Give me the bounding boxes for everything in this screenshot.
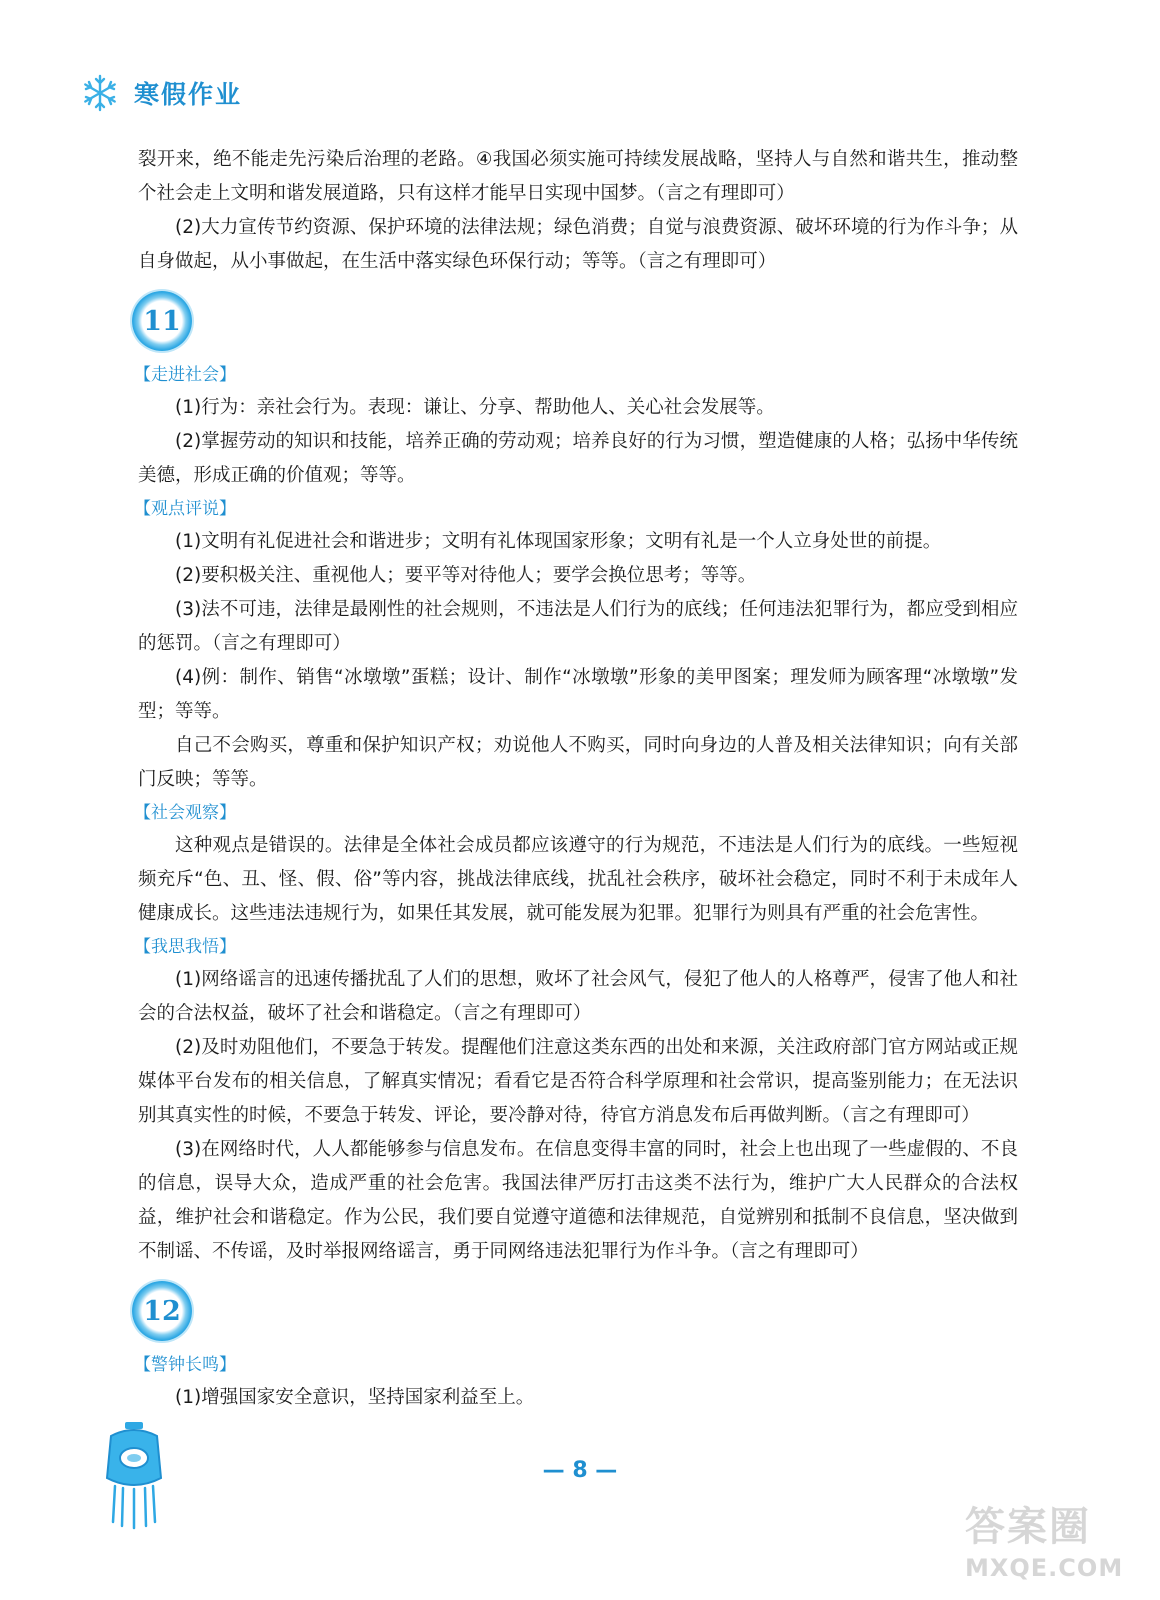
watermark-logo: 答案圈 MXQE.COM (965, 1504, 1124, 1582)
section-title: 【我思我悟】 (134, 937, 236, 957)
intro-paragraph: (2)大力宣传节约资源、保护环境的法律法规；绿色消费；自觉与浪费资源、破坏环境的行为作斗争；从自身做起，从小事做起，在生活中落实绿色环保行动；等等。（言之有理即可） (138, 217, 1018, 272)
answer-paragraph: (1)增强国家安全意识，坚持国家利益至上。 (175, 1387, 535, 1408)
snowflake-icon (80, 73, 120, 113)
section-title: 【警钟长鸣】 (134, 1355, 236, 1375)
section-title: 【走进社会】 (134, 365, 236, 385)
answer-paragraph: 自己不会购买，尊重和保护知识产权；劝说他人不购买，同时向身边的人普及相关法律知识；向有关部门反映；等等。 (138, 735, 1018, 790)
page-header (80, 68, 242, 118)
section-title: 【社会观察】 (134, 803, 236, 823)
intro-paragraph: 裂开来，绝不能走先污染后治理的老路。④我国必须实施可持续发展战略，坚持人与自然和谐共生，推动整个社会走上文明和谐发展道路，只有这样才能早日实现中国梦。（言之有理即可） (138, 149, 1018, 204)
header-title: 寒假作业 (134, 80, 243, 109)
answer-paragraph: (4)例：制作、销售“冰墩墩”蛋糕；设计、制作“冰墩墩”形象的美甲图案；理发师为顾客理“冰墩墩”发型；等等。 (138, 667, 1018, 722)
answer-paragraph: (1)文明有礼促进社会和谐进步；文明有礼体现国家形象；文明有礼是一个人立身处世的前提。 (175, 531, 942, 552)
unit-number-badge: 12 (132, 1281, 192, 1341)
answer-content (134, 143, 1018, 1415)
answer-paragraph: (2)掌握劳动的知识和技能，培养正确的劳动观；培养良好的行为习惯，塑造健康的人格；弘扬中华传统美德，形成正确的价值观；等等。 (138, 431, 1018, 486)
answer-paragraph: (3)在网络时代，人人都能够参与信息发布。在信息变得丰富的同时，社会上也出现了一些虚假的、不良的信息，误导大众，造成严重的社会危害。我国法律严厉打击这类不法行为，维护广大人民群众的合法权益，维护社会和谐稳定。作为公民，我们要自觉遵守道德和法律规范，自觉辨别和抵制不良信息，坚决做到不制谣、不传谣，及时举报网络谣言，勇于同网络违法犯罪行为作斗争。（言之有理即可） (138, 1139, 1018, 1262)
answer-paragraph: (1)网络谣言的迅速传播扰乱了人们的思想，败坏了社会风气，侵犯了他人的人格尊严，侵害了他人和社会的合法权益，破坏了社会和谐稳定。（言之有理即可） (138, 969, 1018, 1024)
page-number: — 8 — (542, 1458, 618, 1483)
answer-paragraph: (1)行为：亲社会行为。表现：谦让、分享、帮助他人、关心社会发展等。 (175, 397, 775, 418)
unit-number-badge: 11 (132, 291, 192, 351)
answer-paragraph: (2)要积极关注、重视他人；要平等对待他人；要学会换位思考；等等。 (175, 565, 757, 586)
answer-paragraph: (3)法不可违，法律是最刚性的社会规则，不违法是人们行为的底线；任何违法犯罪行为，都应受到相应的惩罚。（言之有理即可） (138, 599, 1018, 654)
answer-paragraph: (2)及时劝阻他们，不要急于转发。提醒他们注意这类东西的出处和来源，关注政府部门官方网站或正规媒体平台发布的相关信息，了解真实情况；看看它是否符合科学原理和社会常识，提高鉴别能力；在无法识别其真实性的时候，不要急于转发、评论，要冷静对待，待官方消息发布后再做判断。（言之有理即可） (138, 1037, 1018, 1126)
section-title: 【观点评说】 (134, 499, 236, 519)
answer-paragraph: 这种观点是错误的。法律是全体社会成员都应该遵守的行为规范，不违法是人们行为的底线。一些短视频充斥“色、丑、怪、假、俗”等内容，挑战法律底线，扰乱社会秩序，破坏社会稳定，同时不利于未成年人健康成长。这些违法违规行为，如果任其发展，就可能发展为犯罪。犯罪行为则具有严重的社会危害性。 (138, 835, 1018, 924)
